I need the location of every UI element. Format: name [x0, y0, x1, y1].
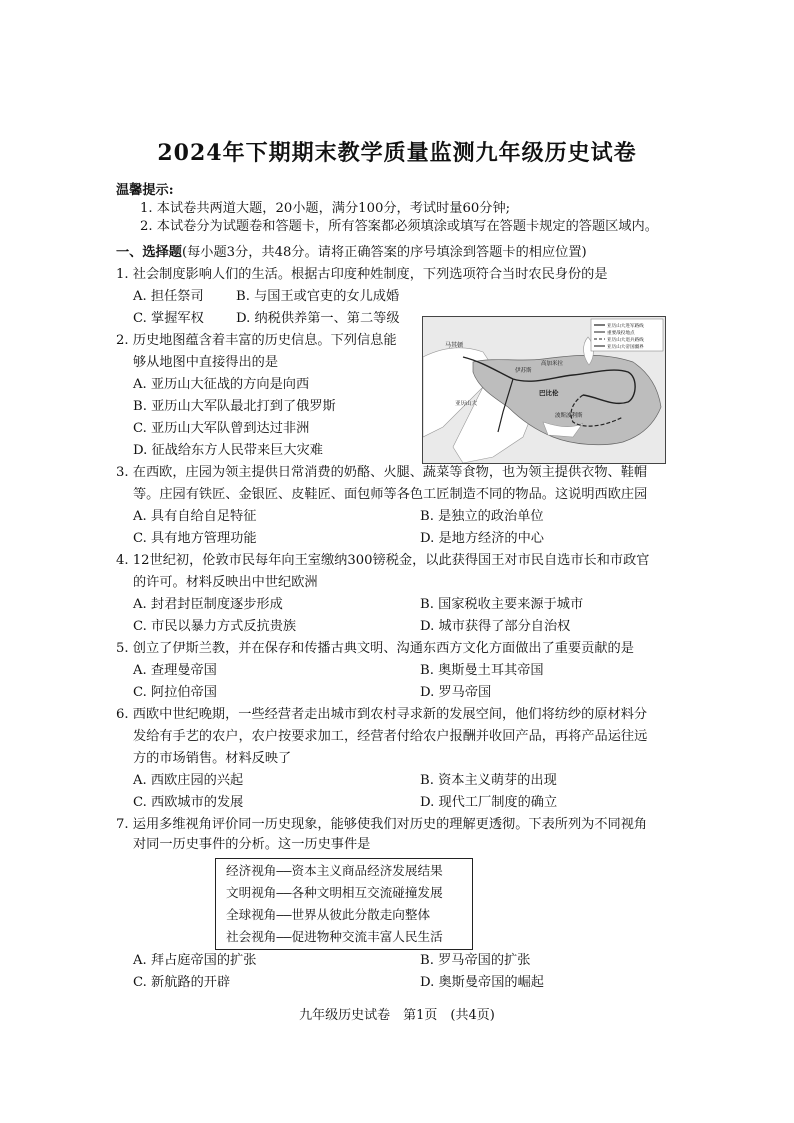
question-2-option-b: B. 亚历山大军队最北打到了俄罗斯	[133, 399, 336, 414]
question-2-stem-line-2: 够从地图中直接得出的是	[133, 355, 279, 370]
question-2-option-d: D. 征战给东方人民带来巨大灾难	[133, 443, 323, 458]
question-7-stem-line-1: 7. 运用多维视角评价同一历史现象，能够使我们对历史的理解更透彻。下表所列为不同视角	[116, 817, 648, 832]
question-6-option-b: B. 资本主义萌芽的出现	[420, 773, 557, 788]
notice-item-1: 1. 本试卷共两道大题，20小题，满分100分，考试时量60分钟;	[140, 201, 511, 216]
question-5-option-a: A. 查理曼帝国	[133, 663, 217, 678]
map-label-macedonia: 马其顿	[445, 342, 464, 349]
question-6-stem-line-1: 6. 西欧中世纪晚期，一些经营者走出城市到农村寻求新的发展空间，他们将纺纱的原材料分	[116, 707, 648, 722]
question-4-option-a: A. 封君封臣制度逐步形成	[133, 597, 283, 612]
perspective-row-social: 社会视角——促进物种交流丰富人民生活	[226, 929, 443, 944]
question-4-option-c: C. 市民以暴力方式反抗贵族	[133, 619, 297, 634]
question-3-option-a: A. 具有自给自足特征	[133, 509, 257, 524]
question-7-option-d: D. 奥斯曼帝国的崛起	[420, 975, 544, 990]
question-7-stem-line-2: 对同一历史事件的分析。这一历史事件是	[133, 837, 371, 852]
question-3-stem-line-1: 3. 在西欧，庄园为领主提供日常消费的奶酪、火腿、蔬菜等食物，也为领主提供衣物、鞋帽	[116, 465, 648, 480]
map-legend-4: 亚历山大帝国疆界	[607, 345, 644, 350]
question-2-stem-line-1: 2. 历史地图蕴含着丰富的历史信息。下列信息能	[116, 333, 397, 348]
perspective-row-civilization: 文明视角——各种文明相互交流碰撞发展	[226, 885, 443, 900]
question-5-option-b: B. 奥斯曼土耳其帝国	[420, 663, 544, 678]
section-header	[116, 244, 587, 262]
question-7-perspective-table	[215, 858, 473, 950]
question-4-option-b: B. 国家税收主要来源于城市	[420, 597, 584, 612]
question-2-option-c: C. 亚历山大军队曾到达过非洲	[133, 421, 310, 436]
section-description: (每小题3分，共48分。请将正确答案的序号填涂到答题卡的相应位置)	[181, 245, 587, 260]
exam-title: 2024年下期期末教学质量监测九年级历史试卷	[157, 140, 637, 166]
notice-item-2: 2. 本试卷分为试题卷和答题卡，所有答案都必须填涂或填写在答题卡规定的答题区域内。	[140, 219, 658, 234]
question-6-stem-line-2: 发给有手艺的农户，农户按要求加工，经营者付给农户报酬并收回产品，再将产品运往远	[133, 729, 648, 744]
question-3-option-b: B. 是独立的政治单位	[420, 509, 544, 524]
question-1-option-c: C. 掌握军权	[133, 311, 204, 326]
map-label-issus: 伊苏斯	[515, 368, 532, 374]
notice-heading: 温馨提示:	[116, 183, 174, 198]
question-5-stem: 5. 创立了伊斯兰教，并在保存和传播古典文明、沟通东西方文化方面做出了重要贡献的是	[116, 641, 634, 656]
perspective-row-global: 全球视角——世界从彼此分散走向整体	[226, 907, 431, 922]
question-4-option-d: D. 城市获得了部分自治权	[420, 619, 571, 634]
map-legend-1: 亚历山大进军路线	[607, 324, 644, 329]
question-5-option-c: C. 阿拉伯帝国	[133, 685, 217, 700]
alexander-campaign-map	[422, 316, 666, 464]
map-label-alexandria: 亚历山大	[455, 401, 478, 407]
question-6-option-a: A. 西欧庄园的兴起	[133, 773, 244, 788]
section-label: 一、选择题	[116, 245, 182, 260]
question-6-option-d: D. 现代工厂制度的确立	[420, 795, 558, 810]
question-7-option-c: C. 新航路的开辟	[133, 975, 231, 990]
question-1-option-b: B. 与国王或官吏的女儿成婚	[236, 289, 400, 304]
question-7-option-a: A. 拜占庭帝国的扩张	[133, 953, 257, 968]
question-2-option-a: A. 亚历山大征战的方向是向西	[133, 377, 310, 392]
question-1-option-d: D. 纳税供养第一、第二等级	[236, 311, 400, 326]
question-3-option-d: D. 是地方经济的中心	[420, 531, 544, 546]
question-6-option-c: C. 西欧城市的发展	[133, 795, 244, 810]
map-label-gaugamela: 高加米拉	[541, 361, 564, 367]
map-label-babylon: 巴比伦	[539, 389, 559, 397]
question-6-stem-line-3: 方的市场销售。材料反映了	[133, 751, 292, 766]
question-7-option-b: B. 罗马帝国的扩张	[420, 953, 531, 968]
question-3-stem-line-2: 等。庄园有铁匠、金银匠、皮鞋匠、面包师等各色工匠制造不同的物品。这说明西欧庄园	[133, 487, 648, 502]
map-legend-3: 亚历山大退兵路线	[607, 338, 644, 343]
question-3-option-c: C. 具有地方管理功能	[133, 531, 257, 546]
question-5-option-d: D. 罗马帝国	[420, 685, 492, 700]
perspective-row-economic: 经济视角——资本主义商品经济发展结果	[226, 863, 443, 878]
question-1-option-a: A. 担任祭司	[133, 289, 204, 304]
question-4-stem-line-2: 的许可。材料反映出中世纪欧洲	[133, 575, 318, 590]
question-4-stem-line-1: 4. 12世纪初，伦敦市民每年向王室缴纳300镑税金，以此获得国王对市民自选市长和市政官	[116, 553, 650, 568]
question-1-stem: 1. 社会制度影响人们的生活。根据古印度种姓制度，下列选项符合当时农民身份的是	[116, 267, 608, 282]
map-label-persepolis: 波斯波利斯	[555, 413, 583, 419]
page-footer: 九年级历史试卷 第1页 (共4页)	[299, 1008, 495, 1023]
map-legend-2: 重要战役地点	[607, 331, 635, 336]
map-graphic	[423, 317, 665, 463]
